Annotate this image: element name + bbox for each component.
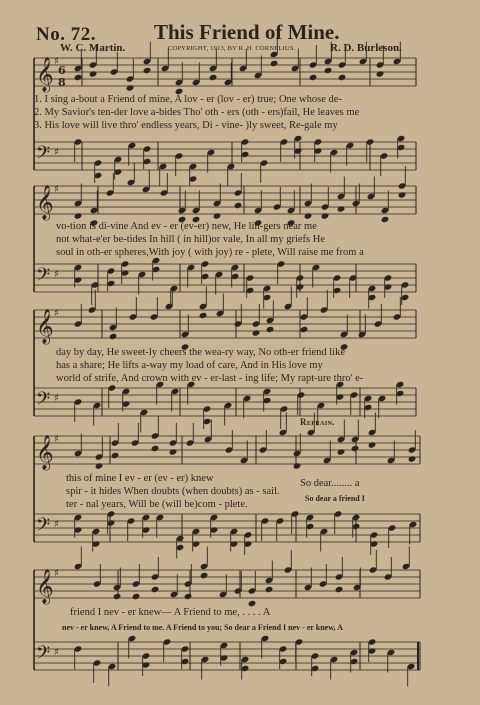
note-head: [89, 70, 98, 77]
lyric-line-s1-v1: 1. I sing a-bout a Friend of mine, A lov - er (lov - er) true; One whose de-: [34, 94, 342, 105]
note-head: [184, 593, 193, 600]
lyric-line-s3-v3: world of strife, And crown with ev - er-last - ing life; My rapt-ure thro' e-: [56, 373, 364, 384]
sharp-icon: ♯: [54, 393, 59, 404]
note-head: [143, 67, 152, 74]
note-head: [351, 445, 360, 452]
sharp-icon: ♯: [54, 184, 59, 195]
sharp-icon: ♯: [54, 647, 59, 658]
note-head: [270, 60, 279, 67]
note-head: [398, 191, 407, 198]
note-head: [132, 593, 141, 600]
lyric-line-s2-v3: soul in oth-er spheres,With joy ( with joy) re - plete, Will raise me from a: [56, 247, 364, 258]
lyric-line-s3-v1: day by day, He sweet-ly cheers the wea-ry way, No oth-er friend like: [56, 347, 346, 358]
lyric-line-s1-v3: 3. His love will live thro' endless years, Di - vine- )ly sweet, Re-gale my: [34, 120, 338, 131]
bass-clef-icon: 𝄢: [36, 389, 51, 414]
sharp-icon: ♯: [54, 147, 59, 158]
composer-credit: R. D. Burleson.: [330, 42, 402, 54]
note-head: [293, 462, 302, 469]
note-head: [376, 70, 385, 77]
bass-clef-icon: 𝄢: [36, 265, 51, 290]
copyright-notice: COPYRIGHT, 1913, BY R. H. CORNELIUS.: [168, 45, 296, 52]
note-head: [300, 326, 309, 333]
note-head: [381, 216, 390, 223]
lyric-line-s1-v2: 2. My Savior's ten-der love a-bides Tho' oth - ers (oth - ers)fail, He leaves me: [34, 107, 360, 118]
lyric-line-s5-main: friend I nev - er knew— A Friend to me, . . . . A: [70, 607, 271, 618]
note-head: [169, 448, 178, 455]
note-head: [304, 212, 313, 219]
note-head: [335, 586, 344, 593]
note-head: [337, 448, 346, 455]
sharp-icon: ♯: [54, 519, 59, 530]
refrain-lyric-line-2: So dear a friend I: [305, 494, 365, 503]
sharp-icon: ♯: [54, 434, 59, 445]
author-credit: W. C. Martin.: [60, 42, 126, 54]
sharp-icon: ♯: [54, 568, 59, 579]
note-head: [252, 329, 261, 336]
lyric-line-s5-response: nev - er knew, A Friend to me. A Friend to you; So dear a Friend I nev - er knew, A: [62, 623, 343, 632]
note-head: [209, 74, 218, 81]
note-head: [234, 202, 243, 209]
note-head: [324, 67, 333, 74]
lyric-line-s2-v2: not what-e'er be-tides In hill ( in hill)or vale, In all my griefs He: [56, 234, 325, 245]
note-head: [109, 333, 118, 340]
note-head: [200, 572, 209, 579]
treble-clef-icon: 𝄞: [36, 309, 54, 344]
note-head: [408, 455, 417, 462]
note-head: [111, 452, 120, 459]
lyric-line-s2-v1: vo-tion is di-vine And ev - er (ev-er) new, He lin-gers near me: [56, 221, 317, 232]
lyric-line-s4-v2: spir - it hides When doubts (when doubts) as - sail.: [66, 486, 280, 497]
refrain-label: Refrain.: [300, 417, 335, 427]
bass-clef-icon: 𝄢: [36, 515, 51, 540]
refrain-lyric-line-1: So dear........ a: [300, 478, 360, 489]
note-head: [321, 212, 330, 219]
hymn-title: This Friend of Mine.: [154, 20, 340, 44]
treble-clef-icon: 𝄞: [36, 185, 54, 220]
note-head: [151, 586, 160, 593]
note-head: [213, 212, 222, 219]
note-head: [113, 593, 122, 600]
sharp-icon: ♯: [54, 308, 59, 319]
lyric-line-s4-v3: ter - nal years, Will be (will be)com - plete.: [66, 499, 248, 510]
note-head: [95, 462, 104, 469]
note-head: [74, 74, 83, 81]
bass-clef-icon: 𝄢: [36, 643, 51, 668]
time-signature: 8: [58, 76, 66, 89]
note-head: [199, 312, 208, 319]
note-head: [309, 74, 318, 81]
note-head: [74, 212, 83, 219]
treble-clef-icon: 𝄞: [36, 57, 54, 92]
note-head: [266, 326, 275, 333]
treble-clef-icon: 𝄞: [36, 569, 54, 604]
time-signature: 6: [58, 64, 66, 77]
note-head: [126, 84, 135, 91]
treble-clef-icon: 𝄞: [36, 435, 54, 470]
note-head: [337, 205, 346, 212]
sharp-icon: ♯: [54, 56, 59, 67]
sharp-icon: ♯: [54, 269, 59, 280]
bass-clef-icon: 𝄢: [36, 143, 51, 168]
lyric-line-s4-v1: this of mine I ev - er (ev - er) knew: [66, 473, 214, 484]
note-head: [368, 441, 377, 448]
hymn-number: No. 72.: [36, 24, 96, 45]
lyric-line-s3-v2: has a share; He lifts a-way my load of care, And in His love my: [56, 360, 323, 371]
note-head: [265, 586, 274, 593]
note-head: [338, 74, 347, 81]
note-head: [151, 445, 160, 452]
